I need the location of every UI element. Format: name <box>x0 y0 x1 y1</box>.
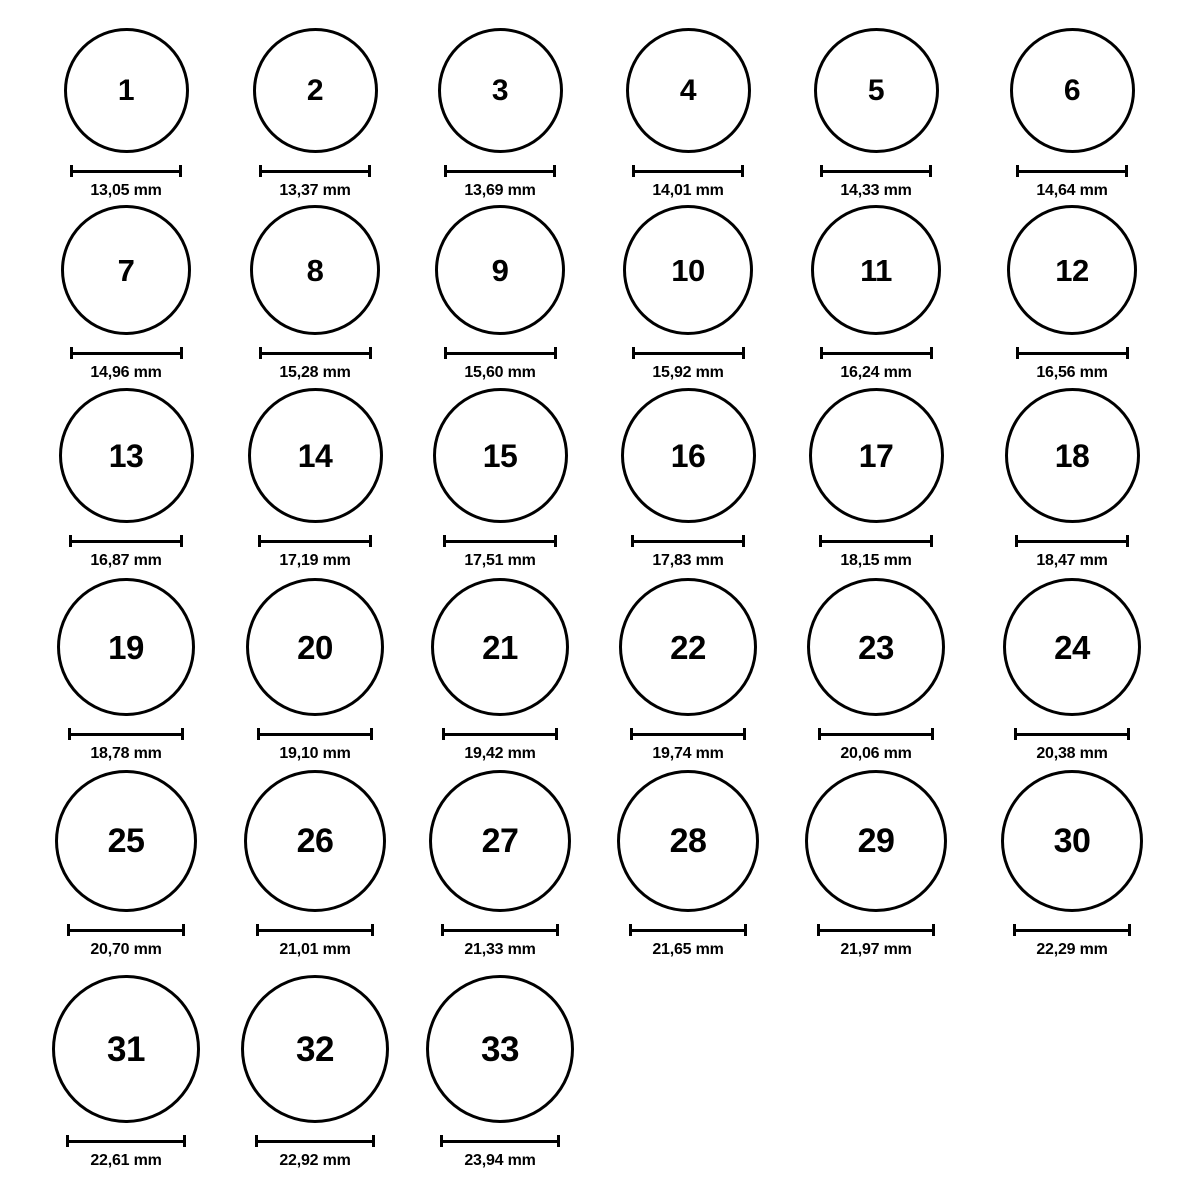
ring-size-number: 17 <box>858 437 894 474</box>
diameter-label: 20,06 mm <box>840 745 912 762</box>
measure-cap-right-icon <box>930 347 933 359</box>
ring-circle <box>1001 770 1143 912</box>
ring-size-item <box>220 205 410 382</box>
ring-circle <box>623 205 753 335</box>
ring-size-number: 24 <box>1054 628 1090 666</box>
ring-size-item <box>31 578 221 763</box>
diameter-measure <box>1013 924 1131 959</box>
measure-bar-icon <box>440 1135 560 1147</box>
diameter-measure <box>68 728 184 763</box>
ring-size-number: 5 <box>867 73 885 107</box>
diameter-measure <box>632 165 744 200</box>
ring-size-item <box>405 578 595 763</box>
ring-circle <box>55 770 197 912</box>
measure-cap-right-icon <box>183 1135 186 1147</box>
measure-bar-icon <box>819 535 933 547</box>
measure-line-icon <box>632 170 744 173</box>
measure-bar-icon <box>1014 728 1130 740</box>
ring-size-item <box>220 28 410 200</box>
diameter-label: 16,87 mm <box>90 552 162 569</box>
measure-line-icon <box>70 352 183 355</box>
ring-size-item <box>977 205 1167 382</box>
diameter-measure <box>69 535 183 570</box>
diameter-label: 14,64 mm <box>1036 182 1108 199</box>
diameter-label: 13,69 mm <box>464 182 536 199</box>
diameter-measure <box>258 535 372 570</box>
diameter-label: 17,19 mm <box>279 552 351 569</box>
diameter-measure <box>817 924 935 959</box>
diameter-label: 23,94 mm <box>464 1152 536 1169</box>
ring-circle <box>626 28 751 153</box>
ring-size-number: 26 <box>296 822 334 860</box>
diameter-measure <box>257 728 373 763</box>
diameter-label: 15,92 mm <box>652 364 724 381</box>
measure-bar-icon <box>256 924 374 936</box>
ring-size-number: 16 <box>670 437 706 474</box>
ring-circle <box>429 770 571 912</box>
measure-cap-right-icon <box>1125 165 1128 177</box>
measure-bar-icon <box>66 1135 186 1147</box>
measure-line-icon <box>631 540 745 543</box>
diameter-measure <box>66 1135 186 1170</box>
ring-size-item <box>405 388 595 570</box>
measure-bar-icon <box>444 347 557 359</box>
ring-circle <box>621 388 756 523</box>
ring-circle <box>253 28 378 153</box>
diameter-label: 19,42 mm <box>464 745 536 762</box>
measure-bar-icon <box>1016 165 1128 177</box>
measure-bar-icon <box>1015 535 1129 547</box>
diameter-measure <box>259 347 372 382</box>
measure-cap-right-icon <box>554 535 557 547</box>
ring-circle <box>241 975 389 1123</box>
measure-line-icon <box>818 733 934 736</box>
ring-size-item <box>781 205 971 382</box>
diameter-label: 18,15 mm <box>840 552 912 569</box>
diameter-label: 17,51 mm <box>464 552 536 569</box>
ring-size-item <box>31 388 221 570</box>
measure-line-icon <box>817 929 935 932</box>
measure-cap-right-icon <box>555 728 558 740</box>
measure-cap-right-icon <box>370 728 373 740</box>
measure-cap-right-icon <box>181 728 184 740</box>
ring-size-number: 9 <box>491 252 509 288</box>
ring-size-item <box>781 388 971 570</box>
diameter-label: 20,38 mm <box>1036 745 1108 762</box>
measure-bar-icon <box>68 728 184 740</box>
measure-bar-icon <box>67 924 185 936</box>
diameter-label: 21,33 mm <box>464 941 536 958</box>
ring-circle <box>807 578 945 716</box>
measure-cap-right-icon <box>553 165 556 177</box>
measure-line-icon <box>66 1140 186 1143</box>
ring-size-item <box>220 388 410 570</box>
ring-circle <box>59 388 194 523</box>
ring-size-number: 21 <box>482 628 518 666</box>
ring-size-item <box>220 578 410 763</box>
ring-size-item <box>593 770 783 959</box>
measure-line-icon <box>1016 352 1129 355</box>
diameter-label: 15,28 mm <box>279 364 351 381</box>
measure-line-icon <box>444 170 556 173</box>
measure-bar-icon <box>259 165 371 177</box>
measure-bar-icon <box>69 535 183 547</box>
measure-bar-icon <box>442 728 558 740</box>
ring-size-item <box>977 388 1167 570</box>
diameter-label: 14,96 mm <box>90 364 162 381</box>
diameter-label: 16,24 mm <box>840 364 912 381</box>
diameter-measure <box>630 728 746 763</box>
ring-circle <box>250 205 380 335</box>
ring-size-item <box>593 205 783 382</box>
diameter-measure <box>820 165 932 200</box>
measure-line-icon <box>259 170 371 173</box>
measure-line-icon <box>820 170 932 173</box>
measure-line-icon <box>259 352 372 355</box>
ring-circle <box>814 28 939 153</box>
ring-circle <box>57 578 195 716</box>
ring-size-number: 1 <box>117 73 135 107</box>
diameter-label: 21,65 mm <box>652 941 724 958</box>
measure-bar-icon <box>817 924 935 936</box>
ring-circle <box>805 770 947 912</box>
measure-cap-right-icon <box>368 165 371 177</box>
measure-line-icon <box>67 929 185 932</box>
ring-size-number: 14 <box>297 437 333 474</box>
diameter-measure <box>441 924 559 959</box>
diameter-measure <box>629 924 747 959</box>
diameter-label: 20,70 mm <box>90 941 162 958</box>
measure-line-icon <box>1015 540 1129 543</box>
ring-circle <box>246 578 384 716</box>
measure-bar-icon <box>818 728 934 740</box>
measure-line-icon <box>255 1140 375 1143</box>
measure-line-icon <box>632 352 745 355</box>
diameter-measure <box>256 924 374 959</box>
diameter-label: 16,56 mm <box>1036 364 1108 381</box>
diameter-measure <box>1016 165 1128 200</box>
diameter-measure <box>443 535 557 570</box>
ring-circle <box>1007 205 1137 335</box>
diameter-label: 22,61 mm <box>90 1152 162 1169</box>
diameter-measure <box>259 165 371 200</box>
ring-size-number: 15 <box>482 437 518 474</box>
ring-size-item <box>220 975 410 1170</box>
measure-cap-right-icon <box>1126 347 1129 359</box>
diameter-measure <box>440 1135 560 1170</box>
ring-circle <box>438 28 563 153</box>
measure-cap-right-icon <box>1128 924 1131 936</box>
ring-size-item <box>781 28 971 200</box>
ring-size-item <box>405 975 595 1170</box>
ring-circle <box>1010 28 1135 153</box>
measure-cap-right-icon <box>932 924 935 936</box>
ring-circle <box>61 205 191 335</box>
measure-bar-icon <box>258 535 372 547</box>
ring-size-number: 6 <box>1063 73 1081 107</box>
measure-line-icon <box>819 540 933 543</box>
measure-bar-icon <box>443 535 557 547</box>
measure-cap-right-icon <box>742 347 745 359</box>
measure-line-icon <box>444 352 557 355</box>
measure-line-icon <box>443 540 557 543</box>
ring-size-item <box>593 388 783 570</box>
measure-line-icon <box>256 929 374 932</box>
diameter-label: 14,01 mm <box>652 182 724 199</box>
diameter-label: 22,29 mm <box>1036 941 1108 958</box>
ring-size-item <box>977 28 1167 200</box>
ring-size-item <box>31 770 221 959</box>
measure-bar-icon <box>70 347 183 359</box>
ring-size-item <box>31 975 221 1170</box>
diameter-measure <box>70 165 182 200</box>
ring-size-item <box>781 578 971 763</box>
diameter-measure <box>444 347 557 382</box>
ring-circle <box>52 975 200 1123</box>
diameter-label: 18,47 mm <box>1036 552 1108 569</box>
ring-circle <box>809 388 944 523</box>
diameter-measure <box>819 535 933 570</box>
measure-cap-right-icon <box>369 535 372 547</box>
ring-size-number: 22 <box>670 628 706 666</box>
ring-size-number: 23 <box>858 628 894 666</box>
diameter-label: 21,01 mm <box>279 941 351 958</box>
ring-size-item <box>405 28 595 200</box>
measure-bar-icon <box>632 165 744 177</box>
diameter-label: 22,92 mm <box>279 1152 351 1169</box>
ring-size-item <box>405 770 595 959</box>
diameter-label: 13,05 mm <box>90 182 162 199</box>
ring-circle <box>248 388 383 523</box>
measure-bar-icon <box>259 347 372 359</box>
ring-size-number: 13 <box>108 437 144 474</box>
ring-size-item <box>781 770 971 959</box>
measure-bar-icon <box>630 728 746 740</box>
measure-line-icon <box>258 540 372 543</box>
ring-size-number: 11 <box>860 252 892 288</box>
measure-line-icon <box>441 929 559 932</box>
measure-bar-icon <box>820 165 932 177</box>
measure-line-icon <box>629 929 747 932</box>
ring-size-number: 18 <box>1054 437 1090 474</box>
diameter-measure <box>444 165 556 200</box>
ring-circle <box>811 205 941 335</box>
ring-size-item <box>31 205 221 382</box>
measure-bar-icon <box>70 165 182 177</box>
diameter-measure <box>632 347 745 382</box>
measure-cap-right-icon <box>1127 728 1130 740</box>
measure-line-icon <box>442 733 558 736</box>
ring-size-number: 2 <box>306 73 324 107</box>
measure-cap-right-icon <box>369 347 372 359</box>
measure-cap-right-icon <box>557 1135 560 1147</box>
diameter-measure <box>70 347 183 382</box>
ring-circle <box>435 205 565 335</box>
measure-cap-right-icon <box>554 347 557 359</box>
measure-cap-right-icon <box>930 535 933 547</box>
measure-line-icon <box>70 170 182 173</box>
diameter-measure <box>1014 728 1130 763</box>
ring-circle <box>1003 578 1141 716</box>
measure-line-icon <box>1014 733 1130 736</box>
measure-cap-right-icon <box>742 535 745 547</box>
ring-size-number: 3 <box>491 73 509 107</box>
measure-cap-right-icon <box>741 165 744 177</box>
diameter-label: 14,33 mm <box>840 182 912 199</box>
measure-cap-right-icon <box>180 535 183 547</box>
measure-bar-icon <box>257 728 373 740</box>
diameter-measure <box>1015 535 1129 570</box>
measure-line-icon <box>68 733 184 736</box>
measure-bar-icon <box>820 347 933 359</box>
measure-line-icon <box>257 733 373 736</box>
measure-cap-right-icon <box>743 728 746 740</box>
measure-cap-right-icon <box>179 165 182 177</box>
ring-size-number: 31 <box>107 1029 145 1069</box>
ring-size-item <box>31 28 221 200</box>
diameter-label: 18,78 mm <box>90 745 162 762</box>
ring-size-number: 32 <box>296 1029 334 1069</box>
diameter-measure <box>1016 347 1129 382</box>
ring-size-number: 8 <box>306 252 324 288</box>
ring-size-number: 20 <box>297 628 333 666</box>
ring-size-item <box>977 770 1167 959</box>
measure-bar-icon <box>1016 347 1129 359</box>
diameter-measure <box>442 728 558 763</box>
diameter-label: 13,37 mm <box>279 182 351 199</box>
ring-circle <box>64 28 189 153</box>
diameter-measure <box>631 535 745 570</box>
measure-bar-icon <box>631 535 745 547</box>
ring-size-number: 29 <box>857 822 895 860</box>
ring-size-number: 7 <box>117 252 135 288</box>
ring-size-number: 12 <box>1055 252 1089 288</box>
ring-size-number: 19 <box>108 628 144 666</box>
ring-size-item <box>977 578 1167 763</box>
diameter-label: 15,60 mm <box>464 364 536 381</box>
ring-size-number: 25 <box>107 822 145 860</box>
ring-circle <box>433 388 568 523</box>
measure-cap-right-icon <box>931 728 934 740</box>
diameter-measure <box>255 1135 375 1170</box>
ring-size-item <box>220 770 410 959</box>
measure-line-icon <box>1016 170 1128 173</box>
ring-circle <box>617 770 759 912</box>
ring-size-item <box>405 205 595 382</box>
measure-bar-icon <box>255 1135 375 1147</box>
ring-size-number: 10 <box>671 252 705 288</box>
measure-bar-icon <box>1013 924 1131 936</box>
measure-line-icon <box>820 352 933 355</box>
ring-circle <box>1005 388 1140 523</box>
ring-size-item <box>593 28 783 200</box>
measure-line-icon <box>69 540 183 543</box>
ring-circle <box>619 578 757 716</box>
measure-line-icon <box>630 733 746 736</box>
measure-cap-right-icon <box>744 924 747 936</box>
measure-cap-right-icon <box>180 347 183 359</box>
diameter-label: 19,74 mm <box>652 745 724 762</box>
ring-size-number: 4 <box>679 73 697 107</box>
ring-circle <box>244 770 386 912</box>
ring-circle <box>431 578 569 716</box>
ring-size-number: 27 <box>481 822 519 860</box>
measure-cap-right-icon <box>372 1135 375 1147</box>
measure-cap-right-icon <box>556 924 559 936</box>
measure-bar-icon <box>441 924 559 936</box>
ring-size-number: 30 <box>1053 822 1091 860</box>
measure-line-icon <box>440 1140 560 1143</box>
ring-size-number: 28 <box>669 822 707 860</box>
measure-cap-right-icon <box>371 924 374 936</box>
ring-circle <box>426 975 574 1123</box>
diameter-label: 19,10 mm <box>279 745 351 762</box>
diameter-measure <box>67 924 185 959</box>
diameter-label: 17,83 mm <box>652 552 724 569</box>
measure-cap-right-icon <box>182 924 185 936</box>
measure-line-icon <box>1013 929 1131 932</box>
ring-size-number: 33 <box>481 1029 519 1069</box>
ring-size-item <box>593 578 783 763</box>
measure-bar-icon <box>444 165 556 177</box>
measure-cap-right-icon <box>929 165 932 177</box>
diameter-measure <box>820 347 933 382</box>
measure-bar-icon <box>629 924 747 936</box>
measure-bar-icon <box>632 347 745 359</box>
diameter-label: 21,97 mm <box>840 941 912 958</box>
diameter-measure <box>818 728 934 763</box>
measure-cap-right-icon <box>1126 535 1129 547</box>
